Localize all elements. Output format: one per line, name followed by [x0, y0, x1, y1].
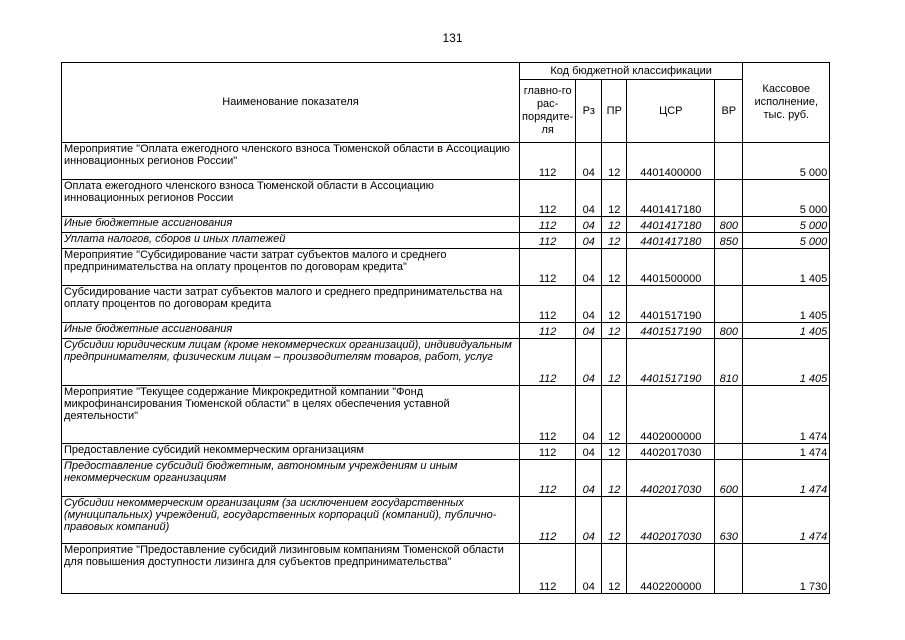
- table-cell-amount: 1 474: [743, 386, 830, 444]
- header-pr: ПР: [602, 80, 627, 143]
- table-row: [62, 217, 830, 233]
- header-name: Наименование показателя: [62, 63, 520, 143]
- table-cell-csr: 4401400000: [627, 143, 715, 180]
- table-cell-rz: 04: [576, 323, 602, 339]
- table-cell-vr: 630: [715, 497, 743, 544]
- table-cell-amount: 1 405: [743, 286, 830, 323]
- table-cell-pr: 12: [602, 233, 627, 249]
- table-cell-amount: 1 730: [743, 544, 830, 594]
- table-cell-csr: 4401517190: [627, 323, 715, 339]
- table-row: [62, 249, 830, 286]
- table-cell-vr: 800: [715, 323, 743, 339]
- table-cell-glavny: 112: [520, 249, 576, 286]
- table-cell-pr: 12: [602, 386, 627, 444]
- table-cell-glavny: 112: [520, 180, 576, 217]
- table-cell-name: Предоставление субсидий бюджетным, автономным учреждениям и иным некоммерческим организациям: [62, 460, 520, 497]
- table-cell-name: Иные бюджетные ассигнования: [62, 217, 520, 233]
- page-number: 131: [442, 31, 463, 45]
- table-cell-glavny: 112: [520, 143, 576, 180]
- header-amount: Кассовое исполнение, тыс. руб.: [743, 63, 830, 143]
- table-cell-vr: [715, 444, 743, 460]
- table-cell-pr: 12: [602, 249, 627, 286]
- table-cell-csr: 4401517190: [627, 286, 715, 323]
- table-cell-pr: 12: [602, 544, 627, 594]
- table-cell-name: Иные бюджетные ассигнования: [62, 323, 520, 339]
- table-cell-pr: 12: [602, 339, 627, 386]
- table-cell-vr: [715, 544, 743, 594]
- table-cell-pr: 12: [602, 323, 627, 339]
- table-cell-csr: 4401417180: [627, 233, 715, 249]
- table-cell-glavny: 112: [520, 217, 576, 233]
- table-cell-amount: 1 405: [743, 339, 830, 386]
- table-row: [62, 286, 830, 323]
- table-cell-csr: 4401417180: [627, 217, 715, 233]
- table-cell-glavny: 112: [520, 286, 576, 323]
- table-row: [62, 444, 830, 460]
- table-cell-csr: 4402017030: [627, 460, 715, 497]
- table-cell-rz: 04: [576, 143, 602, 180]
- table-cell-rz: 04: [576, 217, 602, 233]
- table-cell-pr: 12: [602, 217, 627, 233]
- table-cell-rz: 04: [576, 180, 602, 217]
- table-row: [62, 339, 830, 386]
- table-cell-amount: 1 474: [743, 497, 830, 544]
- table-cell-csr: 4402017030: [627, 497, 715, 544]
- table-cell-rz: 04: [576, 444, 602, 460]
- table-row: [62, 233, 830, 249]
- table-cell-name: Мероприятие "Субсидирование части затрат субъектов малого и среднего предпринимательства на оплату процентов по договорам кредита": [62, 249, 520, 286]
- table-cell-glavny: 112: [520, 497, 576, 544]
- table-cell-glavny: 112: [520, 444, 576, 460]
- table-cell-name: Субсидии некоммерческим организациям (за исключением государственных (муниципальных) учреждений, государственных корпораций (компаний), публично-правовых компаний): [62, 497, 520, 544]
- table-cell-csr: 4401517190: [627, 339, 715, 386]
- table-cell-rz: 04: [576, 460, 602, 497]
- budget-table: [61, 62, 830, 594]
- table-row: [62, 180, 830, 217]
- table-row: [62, 544, 830, 594]
- table-cell-name: Мероприятие "Текущее содержание Микрокредитной компании "Фонд микрофинансирования Тюменской области" в целях обеспечения уставной деятельности": [62, 386, 520, 444]
- table-cell-name: Мероприятие "Предоставление субсидий лизинговым компаниям Тюменской области для повышения доступности лизинга для субъектов предпринимательства": [62, 544, 520, 594]
- table-row: [62, 460, 830, 497]
- table-cell-csr: 4402000000: [627, 386, 715, 444]
- table-cell-rz: 04: [576, 286, 602, 323]
- table-cell-vr: [715, 143, 743, 180]
- table-cell-glavny: 112: [520, 339, 576, 386]
- header-rz: Рз: [576, 80, 602, 143]
- table-cell-vr: [715, 286, 743, 323]
- table-cell-amount: 1 474: [743, 444, 830, 460]
- header-vr: ВР: [715, 80, 743, 143]
- table-cell-name: Уплата налогов, сборов и иных платежей: [62, 233, 520, 249]
- table-cell-amount: 5 000: [743, 143, 830, 180]
- table-cell-glavny: 112: [520, 460, 576, 497]
- table-cell-glavny: 112: [520, 386, 576, 444]
- table-cell-glavny: 112: [520, 544, 576, 594]
- table-cell-rz: 04: [576, 339, 602, 386]
- table-cell-amount: 5 000: [743, 180, 830, 217]
- table-cell-pr: 12: [602, 497, 627, 544]
- table-cell-vr: 810: [715, 339, 743, 386]
- table-cell-amount: 5 000: [743, 217, 830, 233]
- table-cell-vr: [715, 386, 743, 444]
- table-cell-csr: 4402017030: [627, 444, 715, 460]
- table-cell-vr: 600: [715, 460, 743, 497]
- table-body: [62, 143, 830, 594]
- table-cell-amount: 1 474: [743, 460, 830, 497]
- table-cell-amount: 1 405: [743, 249, 830, 286]
- table-cell-csr: 4402200000: [627, 544, 715, 594]
- table-cell-vr: 850: [715, 233, 743, 249]
- table-cell-name: Субсидии юридическим лицам (кроме некоммерческих организаций), индивидуальным предпринимателям, физическим лицам – производителям товаров, работ, услуг: [62, 339, 520, 386]
- header-glavny: главно-го рас-порядите-ля: [520, 80, 576, 143]
- table-cell-csr: 4401417180: [627, 180, 715, 217]
- table-cell-rz: 04: [576, 497, 602, 544]
- table-cell-name: Мероприятие "Оплата ежегодного членского взноса Тюменской области в Ассоциацию инновационных регионов России": [62, 143, 520, 180]
- table-cell-amount: 1 405: [743, 323, 830, 339]
- table-cell-glavny: 112: [520, 233, 576, 249]
- table-cell-pr: 12: [602, 444, 627, 460]
- table-cell-csr: 4401500000: [627, 249, 715, 286]
- table-cell-glavny: 112: [520, 323, 576, 339]
- table-cell-pr: 12: [602, 180, 627, 217]
- header-csr: ЦСР: [627, 80, 715, 143]
- table-cell-name: Предоставление субсидий некоммерческим организациям: [62, 444, 520, 460]
- table-cell-rz: 04: [576, 386, 602, 444]
- table-cell-vr: [715, 180, 743, 217]
- table-row: [62, 323, 830, 339]
- table-cell-pr: 12: [602, 143, 627, 180]
- table-cell-pr: 12: [602, 286, 627, 323]
- table-cell-name: Субсидирование части затрат субъектов малого и среднего предпринимательства на оплату процентов по договорам кредита: [62, 286, 520, 323]
- table-row: [62, 143, 830, 180]
- header-code-group: Код бюджетной классификации: [520, 63, 743, 80]
- table-cell-vr: [715, 249, 743, 286]
- table-cell-rz: 04: [576, 249, 602, 286]
- table-cell-vr: 800: [715, 217, 743, 233]
- table-row: [62, 386, 830, 444]
- table-cell-rz: 04: [576, 544, 602, 594]
- table-cell-name: Оплата ежегодного членского взноса Тюменской области в Ассоциацию инновационных регионов России: [62, 180, 520, 217]
- table-row: [62, 497, 830, 544]
- table-cell-rz: 04: [576, 233, 602, 249]
- table-cell-amount: 5 000: [743, 233, 830, 249]
- table-cell-pr: 12: [602, 460, 627, 497]
